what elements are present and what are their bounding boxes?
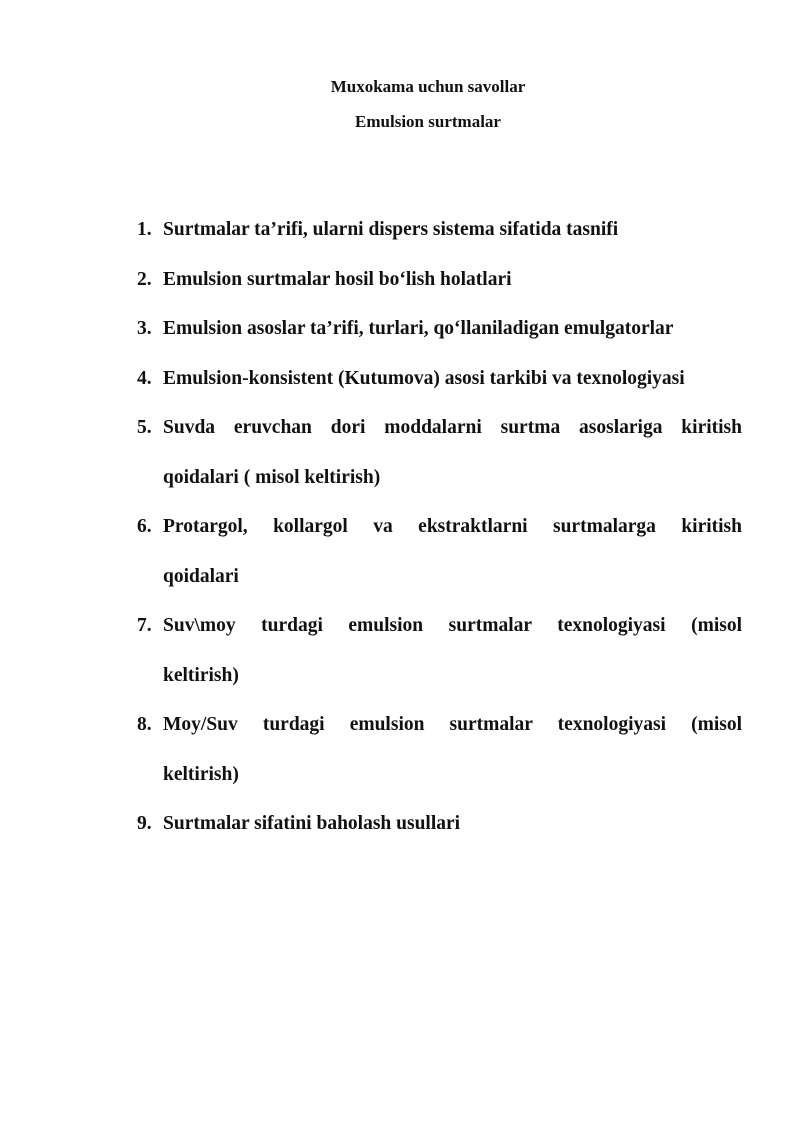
list-item-line: Suv\moy turdagi emulsion surtmalar texnologiyasi (misol — [163, 615, 742, 636]
page-title: Muxokama uchun savollar — [330, 77, 526, 96]
list-item-text — [163, 502, 742, 601]
list-item-number: 3. — [137, 318, 152, 339]
list-item-number: 2. — [137, 268, 152, 290]
list-item — [137, 304, 742, 354]
list-item-number: 4. — [137, 367, 152, 389]
list-item-text — [163, 403, 742, 502]
list-item — [137, 601, 742, 700]
list-item-text — [163, 601, 742, 700]
question-list — [137, 205, 742, 849]
list-item-text — [163, 799, 742, 849]
list-item-number: 6. — [137, 516, 152, 537]
list-item-line: qoidalari ( misol keltirish) — [163, 466, 381, 488]
list-item-number: 7. — [137, 615, 152, 636]
list-item — [137, 502, 742, 601]
list-item-line: keltirish) — [163, 763, 239, 785]
list-item-text — [163, 255, 742, 305]
list-item-text — [163, 205, 742, 255]
list-item — [137, 255, 742, 305]
list-item-line: Emulsion surtmalar hosil bo‘lish holatlari — [163, 268, 512, 290]
list-item-line: keltirish) — [163, 664, 239, 686]
list-item-number: 5. — [137, 417, 152, 438]
list-item-text — [163, 700, 742, 799]
list-item — [137, 700, 742, 799]
list-item-line: Moy/Suv turdagi emulsion surtmalar texnologiyasi (misol — [163, 714, 742, 735]
list-item-text — [163, 304, 742, 354]
list-item — [137, 205, 742, 255]
list-item-line: Protargol, kollargol va ekstraktlarni surtmalarga kiritish — [163, 516, 742, 537]
list-item-line: qoidalari — [163, 565, 239, 587]
list-item-line: Suvda eruvchan dori moddalarni surtma asoslariga kiritish — [163, 417, 742, 438]
list-item — [137, 354, 742, 404]
list-item-number: 9. — [137, 813, 152, 834]
list-item — [137, 403, 742, 502]
list-item-line: Surtmalar ta’rifi, ularni dispers sistema sifatida tasnifi — [163, 219, 619, 240]
list-item-line: Surtmalar sifatini baholash usullari — [163, 813, 461, 834]
list-item-text — [163, 354, 742, 404]
list-item — [137, 799, 742, 849]
list-item-number: 1. — [137, 219, 152, 240]
list-item-number: 8. — [137, 714, 152, 735]
list-item-line: Emulsion asoslar ta’rifi, turlari, qo‘llaniladigan emulgatorlar — [163, 318, 674, 339]
list-item-line: Emulsion-konsistent (Kutumova) asosi tarkibi va texnologiyasi — [163, 367, 685, 389]
page-subtitle: Emulsion surtmalar — [355, 112, 501, 131]
